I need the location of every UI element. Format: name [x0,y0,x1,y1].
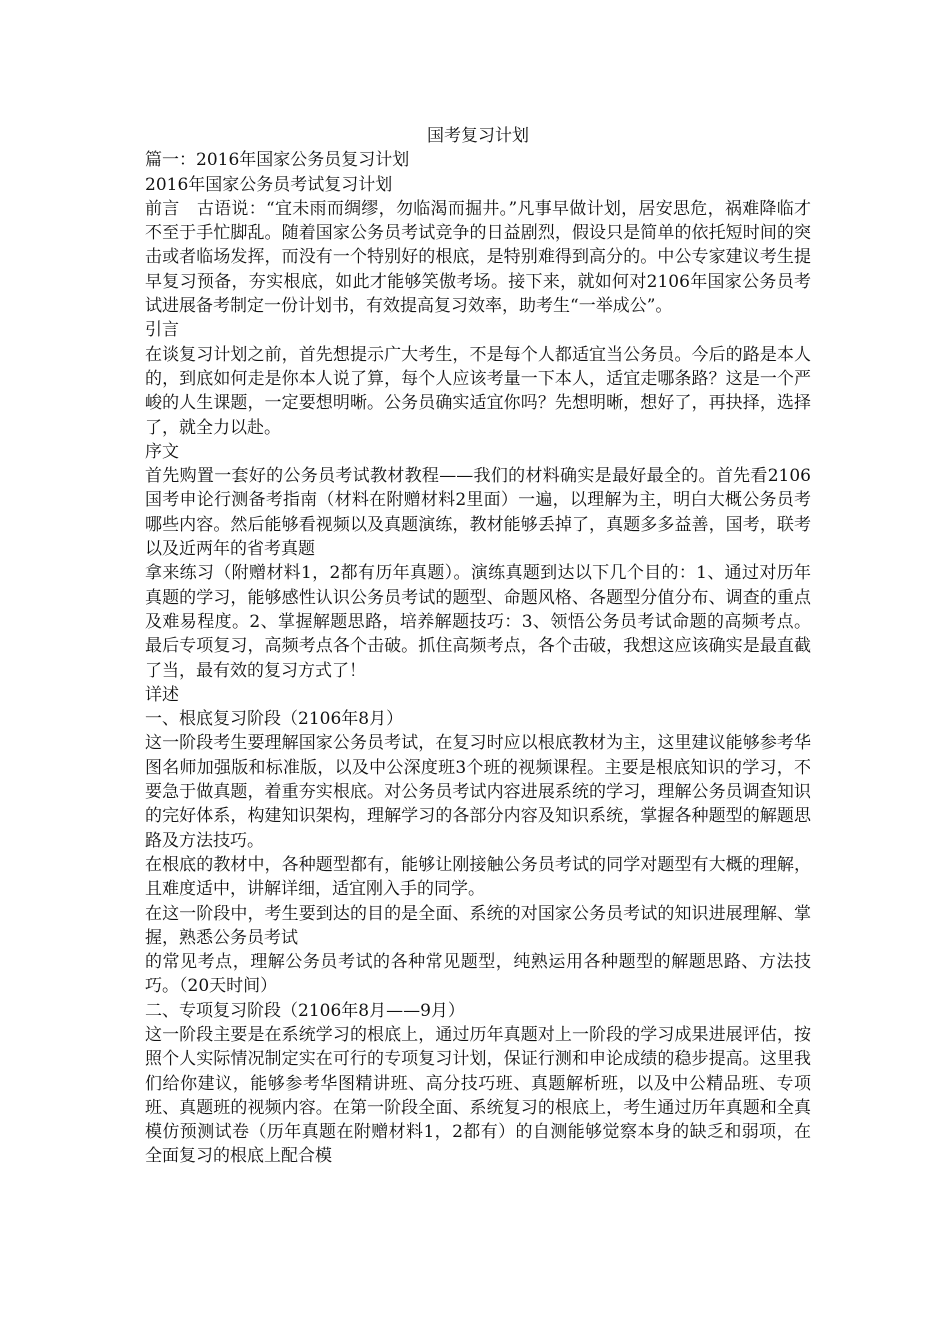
paragraph-stage-one-goals-continued: 的常见考点，理解公务员考试的各种常见题型，纯熟运用各种题型的解题思路、方法技巧。（20天时间） [145,952,811,997]
paragraph-introduction: 在谈复习计划之前，首先想提示广大考生，不是每个人都适宜当公务员。今后的路是本人的，到底如何走是你本人说了算，每个人应该考量一下本人，适宜走哪条路？这是一个严峻的人生课题，一定要想明晰。公务员确实适宜你吗？先想明晰，想好了，再抉择，选择了，就全力以赴。 [145,344,811,438]
plan-title: 2016年国家公务员考试复习计划 [145,174,393,195]
document-body [145,124,811,1169]
paragraph-stage-one: 这一阶段考生要理解国家公务员考试，在复习时应以根底教材为主，这里建议能够参考华图名师加强版和标准版，以及中公深度班3个班的视频课程。主要是根底知识的学习，不要急于做真题，着重夯实根底。对公务员考试内容进展系统的学习，理解公务员调查知识的完好体系，构建知识架构，理解学习的各部分内容及知识系统，掌握各种题型的解题思路及方法技巧。 [145,733,811,851]
heading-stage-one: 一、根底复习阶段（2106年8月） [145,709,404,730]
paragraph-preface: 前言 古语说：“宜未雨而绸缪，勿临渴而掘井。”凡事早做计划，居安思危，祸难降临才不至于手忙脚乱。随着国家公务员考试竞争的日益剧烈，假设只是简单的依托短时间的突击或者临场发挥，而没有一个特别好的根底，是特别难得到高分的。中公专家建议考生提早复习预备，夯实根底，如此才能够笑傲考场。接下来，就如何对2106年国家公务员考试进展备考制定一份计划书，有效提高复习效率，助考生“一举成公”。 [145,198,811,317]
heading-stage-two: 二、专项复习阶段（2106年8月——9月） [145,1000,465,1021]
document-title: 国考复习计划 [427,126,529,146]
paragraph-stage-one-materials: 在根底的教材中，各种题型都有，能够让刚接触公务员考试的同学对题型有大概的理解，且难度适中，讲解详细，适宜刚入手的同学。 [145,854,811,900]
paragraph-foreword-continued: 拿来练习（附赠材料1，2都有历年真题）。演练真题到达以下几个目的：1、通过对历年真题的学习，能够感性认识公务员考试的题型、命题风格、各题型分值分布、调查的重点及难易程度。2、掌握解题思路，培养解题技巧：3、领悟公务员考试命题的高频考点。最后专项复习，高频考点各个击破。抓住高频考点，各个击破，我想这应该确实是最直截了当，最有效的复习方式了！ [145,563,811,681]
heading-details: 详述 [145,684,179,705]
section-heading-part-one: 篇一：2016年国家公务员复习计划 [145,150,410,171]
paragraph-stage-two: 这一阶段主要是在系统学习的根底上，通过历年真题对上一阶段的学习成果进展评估，按照个人实际情况制定实在可行的专项复习计划，保证行测和申论成绩的稳步提高。这里我们给你建议，能够参考华图精讲班、高分技巧班、真题解析班，以及中公精品班、专项班、真题班的视频内容。在第一阶段全面、系统复习的根底上，考生通过历年真题和全真模仿预测试卷（历年真题在附赠材料1，2都有）的自测能够觉察本身的缺乏和弱项，在全面复习的根底上配合模 [145,1024,811,1167]
heading-introduction: 引言 [145,320,179,341]
paragraph-foreword: 首先购置一套好的公务员考试教材教程——我们的材料确实是最好最全的。首先看2106国考申论行测备考指南（材料在附赠材料2里面）一遍，以理解为主，明白大概公务员考哪些内容。然后能够看视频以及真题演练，教材能够丢掉了，真题多多益善，国考，联考以及近两年的省考真题 [145,466,811,560]
paragraph-stage-one-goals: 在这一阶段中，考生要到达的目的是全面、系统的对国家公务员考试的知识进展理解、掌握，熟悉公务员考试 [145,903,811,948]
heading-foreword: 序文 [145,441,179,462]
